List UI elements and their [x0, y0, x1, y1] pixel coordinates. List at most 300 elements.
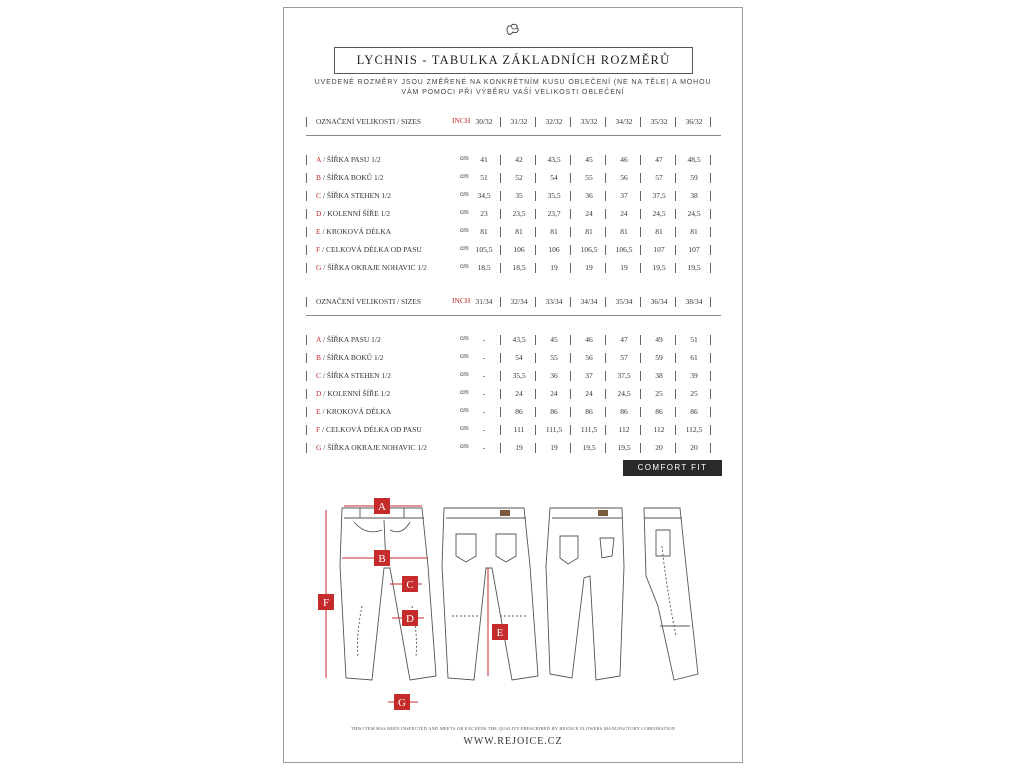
row-letter: E	[316, 227, 321, 236]
table-cell: 57	[655, 173, 663, 182]
column-tick	[535, 117, 536, 127]
column-tick	[675, 335, 676, 345]
column-tick	[640, 263, 641, 273]
table-cell: 112,5	[685, 425, 703, 434]
row-unit: cm	[460, 155, 469, 162]
table-cell: 35,5	[547, 191, 561, 200]
intro-line-1: UVEDENÉ ROZMĚRY JSOU ZMĚŘENÉ NA KONKRÉTNÍM KUSU OBLEČENÍ (NE NA TĚLE) A MOHOU	[314, 79, 712, 86]
row-label	[316, 353, 384, 362]
column-tick	[570, 389, 571, 399]
column-tick	[570, 297, 571, 307]
table-cell: 112	[653, 425, 665, 434]
column-tick	[535, 353, 536, 363]
table-cell: 54	[515, 353, 523, 362]
row-label-text: / CELKOVÁ DÉLKA OD PASU	[320, 245, 422, 254]
column-tick	[710, 371, 711, 381]
column-tick	[535, 155, 536, 165]
column-tick	[535, 173, 536, 183]
table-cell: 19,5	[687, 263, 701, 272]
column-tick	[605, 443, 606, 453]
column-tick	[640, 389, 641, 399]
table-cell: 107	[688, 245, 700, 254]
table-cell: 81	[515, 227, 523, 236]
table-cell: 59	[655, 353, 663, 362]
row-unit: cm	[460, 173, 469, 180]
row-label-text: / ŠÍŘKA BOKŮ 1/2	[321, 353, 384, 362]
diagram-label-e: E	[496, 627, 504, 639]
diagram-label-a: A	[378, 501, 386, 513]
column-tick	[710, 227, 711, 237]
fit-badge: COMFORT FIT	[623, 460, 722, 476]
column-tick	[640, 443, 641, 453]
column-tick	[500, 117, 501, 127]
column-tick	[570, 227, 571, 237]
row-unit: cm	[460, 443, 469, 450]
table-cell: 45	[550, 335, 558, 344]
table-cell: 81	[585, 227, 593, 236]
table-cell: 18,5	[477, 263, 491, 272]
table-row	[284, 405, 742, 419]
table-cell: 56	[585, 353, 593, 362]
column-tick	[535, 245, 536, 255]
column-tick	[535, 191, 536, 201]
table-cell: 24,5	[652, 209, 666, 218]
side-view-trousers	[644, 508, 698, 680]
row-label-text: / ŠÍŘKA STEHEN 1/2	[321, 191, 392, 200]
table-cell: 46	[620, 155, 628, 164]
header-tick	[306, 117, 307, 127]
column-tick	[570, 173, 571, 183]
table-cell: 24,5	[617, 389, 631, 398]
column-tick	[675, 209, 676, 219]
flower-logo-icon	[505, 22, 521, 36]
table-row	[284, 225, 742, 239]
table-cell: 19	[620, 263, 628, 272]
table-cell: 23,5	[512, 209, 526, 218]
column-tick	[500, 335, 501, 345]
column-tick	[710, 297, 711, 307]
table-cell: 43,5	[547, 155, 561, 164]
size-header-cell: 33/34	[545, 297, 563, 306]
row-label-text: / ŠÍŘKA PASU 1/2	[321, 335, 381, 344]
table-cell: 47	[620, 335, 628, 344]
size-header-cell: 33/32	[580, 117, 598, 126]
table-cell: 23,7	[547, 209, 561, 218]
quality-footnote: THIS ITEM HAS BEEN INSPECTED AND MEETS OR EXCEEDS THE QUALITY PRESCRIBED BY REJOICE FLOWERS MANUFACTORY CORPORATION	[350, 726, 676, 731]
table-row	[284, 171, 742, 185]
column-tick	[640, 353, 641, 363]
table-header	[284, 115, 742, 135]
column-tick	[675, 297, 676, 307]
row-unit: cm	[460, 227, 469, 234]
column-tick	[570, 209, 571, 219]
column-tick	[605, 245, 606, 255]
row-tick	[306, 263, 307, 273]
column-tick	[640, 407, 641, 417]
table-cell: 86	[585, 407, 593, 416]
column-tick	[570, 191, 571, 201]
table-cell: 37	[620, 191, 628, 200]
page-title: LYCHNIS - TABULKA ZÁKLADNÍCH ROZMĚRŮ	[334, 47, 693, 74]
size-header-cell: 32/34	[510, 297, 528, 306]
row-letter: B	[316, 173, 322, 182]
column-tick	[605, 117, 606, 127]
table-cell: 19	[585, 263, 593, 272]
column-tick	[605, 155, 606, 165]
column-tick	[605, 297, 606, 307]
row-unit: cm	[460, 407, 469, 414]
table-cell: 48,5	[687, 155, 701, 164]
column-tick	[710, 407, 711, 417]
table-cell: 20	[655, 443, 663, 452]
row-letter: A	[316, 335, 322, 344]
table-cell: 54	[550, 173, 558, 182]
header-label: OZNAČENÍ VELIKOSTI / SIZES	[316, 117, 422, 126]
column-tick	[710, 335, 711, 345]
row-tick	[306, 209, 307, 219]
row-unit: cm	[460, 191, 469, 198]
diagram-label-b: B	[378, 553, 386, 565]
table-cell: 106,5	[580, 245, 598, 254]
table-cell: 106,5	[615, 245, 633, 254]
row-letter: B	[316, 353, 322, 362]
row-label-text: / ŠÍŘKA PASU 1/2	[321, 155, 381, 164]
table-cell: 25	[690, 389, 698, 398]
column-tick	[570, 443, 571, 453]
column-tick	[640, 117, 641, 127]
column-tick	[500, 407, 501, 417]
row-letter: G	[316, 263, 322, 272]
column-tick	[570, 155, 571, 165]
table-cell: 24	[585, 389, 593, 398]
table-cell: 35,5	[512, 371, 526, 380]
column-tick	[640, 227, 641, 237]
size-header-cell: 36/34	[650, 297, 668, 306]
column-tick	[535, 209, 536, 219]
column-tick	[535, 389, 536, 399]
column-tick	[605, 227, 606, 237]
row-tick	[306, 389, 307, 399]
column-tick	[500, 297, 501, 307]
column-tick	[675, 443, 676, 453]
column-tick	[710, 425, 711, 435]
table-cell: 35	[515, 191, 523, 200]
inch-label: INCH	[452, 296, 471, 305]
table-cell: 20	[690, 443, 698, 452]
row-label	[316, 173, 384, 182]
column-tick	[640, 191, 641, 201]
table-cell: 107	[653, 245, 665, 254]
table-cell: 81	[690, 227, 698, 236]
row-label	[316, 443, 427, 452]
table-cell: 24	[550, 389, 558, 398]
column-tick	[605, 389, 606, 399]
table-cell: 86	[690, 407, 698, 416]
diagram-label-d: D	[406, 613, 414, 625]
column-tick	[675, 245, 676, 255]
table-row	[284, 189, 742, 203]
table-row	[284, 207, 742, 221]
table-cell: 81	[550, 227, 558, 236]
column-tick	[570, 353, 571, 363]
table-cell: 86	[620, 407, 628, 416]
column-tick	[605, 191, 606, 201]
table-cell: 38	[690, 191, 698, 200]
table-cell: 51	[690, 335, 698, 344]
column-tick	[710, 245, 711, 255]
column-tick	[500, 263, 501, 273]
row-letter: E	[316, 407, 321, 416]
table-cell: 105,5	[475, 245, 493, 254]
column-tick	[710, 389, 711, 399]
column-tick	[535, 263, 536, 273]
table-cell: 42	[515, 155, 523, 164]
size-header-cell: 32/32	[545, 117, 563, 126]
row-label	[316, 389, 390, 398]
table-cell: 106	[548, 245, 560, 254]
column-tick	[500, 425, 501, 435]
table-cell: 111,5	[580, 425, 598, 434]
size-header-cell: 36/32	[685, 117, 703, 126]
table-cell: 19,5	[652, 263, 666, 272]
header-tick	[306, 297, 307, 307]
angled-view-trousers	[546, 508, 624, 680]
website-url: WWW.REJOICE.CZ	[463, 736, 563, 747]
column-tick	[710, 209, 711, 219]
column-tick	[570, 245, 571, 255]
column-tick	[605, 407, 606, 417]
row-label-text: / ŠÍŘKA OKRAJE NOHAVIC 1/2	[321, 443, 427, 452]
size-header-cell: 34/32	[615, 117, 633, 126]
table-cell: 37,5	[652, 191, 666, 200]
size-header-cell: 31/32	[510, 117, 528, 126]
table-cell: 59	[690, 173, 698, 182]
row-tick	[306, 155, 307, 165]
inch-label: INCH	[452, 116, 471, 125]
table-row	[284, 243, 742, 257]
diagram-label-g: G	[398, 697, 406, 709]
row-label	[316, 407, 391, 416]
table-cell: 111	[513, 425, 525, 434]
column-tick	[640, 335, 641, 345]
row-letter: D	[316, 209, 322, 218]
table-cell: 38	[655, 371, 663, 380]
table-cell: 41	[480, 155, 488, 164]
column-tick	[605, 353, 606, 363]
table-cell: 46	[585, 335, 593, 344]
row-label	[316, 245, 422, 254]
table-cell: 19	[550, 443, 558, 452]
table-cell: -	[482, 443, 486, 452]
table-cell: 24,5	[687, 209, 701, 218]
row-letter: G	[316, 443, 322, 452]
column-tick	[605, 425, 606, 435]
table-row	[284, 333, 742, 347]
column-tick	[675, 173, 676, 183]
column-tick	[500, 443, 501, 453]
size-header-cell: 35/32	[650, 117, 668, 126]
column-tick	[710, 263, 711, 273]
row-unit: cm	[460, 209, 469, 216]
column-tick	[605, 263, 606, 273]
row-tick	[306, 191, 307, 201]
row-label-text: / ŠÍŘKA STEHEN 1/2	[321, 371, 392, 380]
table-cell: 49	[655, 335, 663, 344]
column-tick	[640, 371, 641, 381]
column-tick	[605, 209, 606, 219]
row-label-text: / ŠÍŘKA OKRAJE NOHAVIC 1/2	[321, 263, 427, 272]
table-cell: 51	[480, 173, 488, 182]
table-cell: 24	[515, 389, 523, 398]
header-rule	[306, 135, 721, 136]
column-tick	[570, 407, 571, 417]
table-cell: 52	[515, 173, 523, 182]
trousers-diagram	[304, 486, 724, 718]
table-row	[284, 387, 742, 401]
column-tick	[570, 425, 571, 435]
column-tick	[675, 371, 676, 381]
row-label-text: / KROKOVÁ DÉLKA	[320, 407, 392, 416]
size-chart-sheet	[283, 7, 743, 763]
column-tick	[500, 245, 501, 255]
size-header-cell: 38/34	[685, 297, 703, 306]
column-tick	[710, 117, 711, 127]
row-label	[316, 425, 422, 434]
row-label	[316, 371, 391, 380]
column-tick	[640, 245, 641, 255]
column-tick	[675, 191, 676, 201]
column-tick	[710, 353, 711, 363]
column-tick	[710, 173, 711, 183]
table-cell: -	[482, 425, 486, 434]
column-tick	[535, 371, 536, 381]
size-header-cell: 31/34	[475, 297, 493, 306]
column-tick	[675, 407, 676, 417]
row-label-text: / CELKOVÁ DÉLKA OD PASU	[320, 425, 422, 434]
table-cell: 37,5	[617, 371, 631, 380]
header-label: OZNAČENÍ VELIKOSTI / SIZES	[316, 297, 422, 306]
table-cell: 56	[620, 173, 628, 182]
column-tick	[605, 371, 606, 381]
column-tick	[500, 209, 501, 219]
table-cell: 57	[620, 353, 628, 362]
column-tick	[500, 353, 501, 363]
row-tick	[306, 407, 307, 417]
column-tick	[535, 425, 536, 435]
table-cell: 61	[690, 353, 698, 362]
column-tick	[500, 389, 501, 399]
table-cell: 111,5	[545, 425, 563, 434]
column-tick	[535, 443, 536, 453]
row-unit: cm	[460, 353, 469, 360]
column-tick	[640, 425, 641, 435]
row-label-text: / KROKOVÁ DÉLKA	[320, 227, 392, 236]
table-cell: 86	[550, 407, 558, 416]
column-tick	[675, 155, 676, 165]
row-tick	[306, 443, 307, 453]
row-label	[316, 263, 427, 272]
column-tick	[640, 297, 641, 307]
table-row	[284, 441, 742, 455]
size-header-cell: 35/34	[615, 297, 633, 306]
column-tick	[500, 191, 501, 201]
table-cell: 55	[550, 353, 558, 362]
row-unit: cm	[460, 371, 469, 378]
table-cell: 25	[655, 389, 663, 398]
column-tick	[640, 209, 641, 219]
column-tick	[710, 191, 711, 201]
table-cell: 112	[618, 425, 630, 434]
column-tick	[710, 443, 711, 453]
table-cell: -	[482, 407, 486, 416]
table-cell: 36	[585, 191, 593, 200]
row-unit: cm	[460, 335, 469, 342]
table-cell: 24	[585, 209, 593, 218]
column-tick	[675, 425, 676, 435]
table-header	[284, 295, 742, 315]
column-tick	[640, 173, 641, 183]
column-tick	[570, 117, 571, 127]
table-cell: 23	[480, 209, 488, 218]
column-tick	[605, 335, 606, 345]
row-tick	[306, 353, 307, 363]
column-tick	[535, 297, 536, 307]
column-tick	[535, 407, 536, 417]
row-tick	[306, 371, 307, 381]
column-tick	[500, 155, 501, 165]
table-row	[284, 423, 742, 437]
table-cell: 86	[515, 407, 523, 416]
row-letter: A	[316, 155, 322, 164]
table-row	[284, 369, 742, 383]
row-unit: cm	[460, 425, 469, 432]
row-letter: F	[316, 425, 321, 434]
row-label-text: / KOLENNÍ ŠÍŘE 1/2	[321, 209, 391, 218]
table-cell: 81	[655, 227, 663, 236]
table-cell: 18,5	[512, 263, 526, 272]
column-tick	[710, 155, 711, 165]
row-tick	[306, 245, 307, 255]
column-tick	[675, 227, 676, 237]
table-cell: 106	[513, 245, 525, 254]
table-cell: 43,5	[512, 335, 526, 344]
table-row	[284, 153, 742, 167]
table-cell: 19,5	[582, 443, 596, 452]
table-row	[284, 261, 742, 275]
table-cell: 34,5	[477, 191, 491, 200]
header-rule	[306, 315, 721, 316]
row-label-text: / ŠÍŘKA BOKŮ 1/2	[321, 173, 384, 182]
diagram-label-f: F	[322, 597, 330, 609]
table-row	[284, 351, 742, 365]
table-cell: -	[482, 389, 486, 398]
size-header-cell: 34/34	[580, 297, 598, 306]
row-label	[316, 335, 381, 344]
table-cell: -	[482, 335, 486, 344]
table-cell: -	[482, 371, 486, 380]
row-tick	[306, 335, 307, 345]
diagram-label-c: C	[406, 579, 414, 591]
column-tick	[570, 335, 571, 345]
row-letter: C	[316, 191, 322, 200]
row-letter: D	[316, 389, 322, 398]
column-tick	[570, 371, 571, 381]
column-tick	[500, 173, 501, 183]
column-tick	[640, 155, 641, 165]
column-tick	[500, 227, 501, 237]
table-cell: 81	[620, 227, 628, 236]
column-tick	[535, 227, 536, 237]
